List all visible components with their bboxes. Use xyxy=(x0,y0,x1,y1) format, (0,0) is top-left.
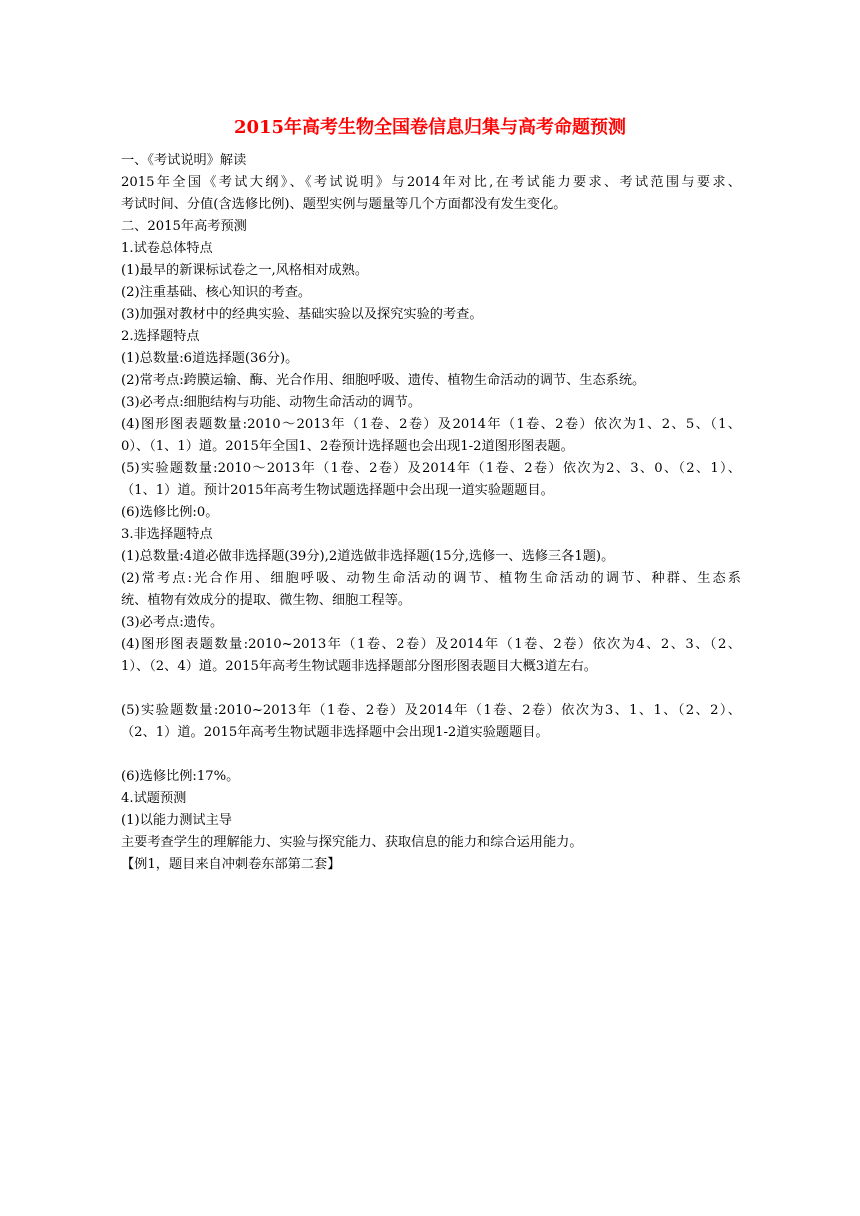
body-line: 主要考查学生的理解能力、实验与探究能力、获取信息的能力和综合运用能力。 xyxy=(121,835,583,850)
body-line: (1)总数量:6道选择题(36分)。 xyxy=(121,351,299,366)
blank-line xyxy=(121,678,741,700)
body-line: (6)选修比例:17%。 xyxy=(121,769,240,784)
body-line: 1.试卷总体特点 xyxy=(121,241,213,256)
body-line: 二、2015年高考预测 xyxy=(121,219,247,234)
body-line: (1)以能力测试主导 xyxy=(121,813,232,828)
body-line: (5)实验题数量:2010~2013年（1卷、2卷）及2014年（1卷、2卷）依次为3、1、1、（2、2）、 xyxy=(121,703,741,718)
body-line: 2015年全国《考试大纲》、《考试说明》与2014年对比,在考试能力要求、考试范围与要求、 xyxy=(121,175,741,190)
body-line: 考试时间、分值(含选修比例)、题型实例与题量等几个方面都没有发生变化。 xyxy=(121,197,567,212)
body-line: (2)常考点:光合作用、细胞呼吸、动物生命活动的调节、植物生命活动的调节、种群、生态系 xyxy=(121,571,741,586)
body-line: (4)图形图表题数量:2010～2013年（1卷、2卷）及2014年（1卷、2卷）依次为1、2、5、（1、 xyxy=(121,417,741,432)
body-line: (3)必考点:细胞结构与功能、动物生命活动的调节。 xyxy=(121,395,422,410)
body-line: (6)选修比例:0。 xyxy=(121,505,219,520)
body-line: (5)实验题数量:2010～2013年（1卷、2卷）及2014年（1卷、2卷）依次为2、3、0、（2、1）、 xyxy=(121,461,741,476)
body-line: 0）、（1、1）道。2015年全国1、2卷预计选择题也会出现1-2道图形图表题。 xyxy=(121,439,574,454)
document-body xyxy=(121,150,741,876)
body-line: (1)总数量:4道必做非选择题(39分),2道选做非选择题(15分,选修一、选修三各1题)。 xyxy=(121,549,615,564)
body-line: 2.选择题特点 xyxy=(121,329,200,344)
body-line: （2、1）道。2015年高考生物试题非选择题中会出现1-2道实验题题目。 xyxy=(121,725,549,740)
body-line: 统、植物有效成分的提取、微生物、细胞工程等。 xyxy=(121,593,412,608)
body-line: 3.非选择题特点 xyxy=(121,527,213,542)
body-line: (1)最早的新课标试卷之一,风格相对成熟。 xyxy=(121,263,369,278)
body-line: (4)图形图表题数量:2010~2013年（1卷、2卷）及2014年（1卷、2卷）依次为4、2、3、（2、 xyxy=(121,637,741,652)
body-line: (2)常考点:跨膜运输、酶、光合作用、细胞呼吸、遗传、植物生命活动的调节、生态系统。 xyxy=(121,373,646,388)
body-line: 4.试题预测 xyxy=(121,791,187,806)
body-line: （1、1）道。预计2015年高考生物试题选择题中会出现一道实验题题目。 xyxy=(121,483,554,498)
body-line: 【例1，题目来自冲刺卷东部第二套】 xyxy=(121,857,341,872)
body-line: (2)注重基础、核心知识的考查。 xyxy=(121,285,312,300)
document-title: 2015年高考生物全国卷信息归集与高考命题预测 xyxy=(233,117,627,138)
body-line: (3)加强对教材中的经典实验、基础实验以及探究实验的考查。 xyxy=(121,307,483,322)
blank-line xyxy=(121,744,741,766)
body-line: 1）、（2、4）道。2015年高考生物试题非选择题部分图形图表题目大概3道左右。 xyxy=(121,659,597,674)
body-line: (3)必考点:遗传。 xyxy=(121,615,224,630)
body-line: 一、《考试说明》解读 xyxy=(121,153,247,168)
